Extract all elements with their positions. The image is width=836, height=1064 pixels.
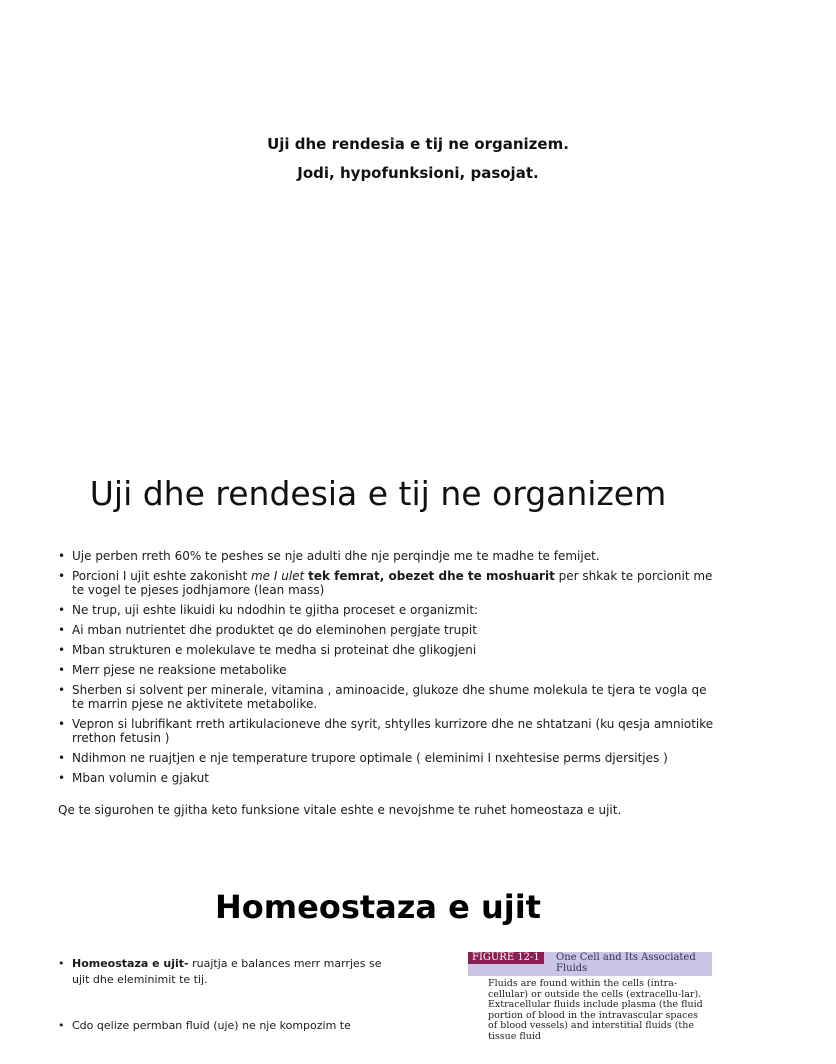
- bullet-item: • Mban volumin e gjakut: [58, 771, 718, 785]
- slide2-conclusion: Qe te sigurohen te gjitha keto funksione vitale eshte e nevojshme te ruhet homeostaza e ujit.: [58, 803, 622, 817]
- slide1-title-line2: Jodi, hypofunksioni, pasojat.: [297, 164, 539, 182]
- bullet-item: • Sherben si solvent per minerale, vitamina , aminoacide, glukoze dhe shume molekula te tjera te vogla qe te marrin pjese ne aktivitete metabolike.: [58, 683, 718, 711]
- bullet-item: [58, 569, 718, 597]
- bullet-item: • Vepron si lubrifikant rreth artikulacioneve dhe syrit, shtylles kurrizore dhe ne shtatzani (ku qesja amniotike rrethon fetusin ): [58, 717, 718, 745]
- bullet-item: • Ai mban nutrientet dhe produktet qe do eleminohen pergjate trupit: [58, 623, 718, 637]
- bullet-italic-text: me I ulet: [250, 569, 305, 583]
- bullet-item: • Cdo qelize permban fluid (uje) ne nje kompozim te: [58, 1018, 388, 1034]
- slide2-heading: Uji dhe rendesia e tij ne organizem: [89, 474, 667, 513]
- bullet-text: ruajtja e balances merr marrjes se ujit dhe eleminimit te tij.: [72, 957, 382, 986]
- figure-header: [468, 952, 712, 976]
- figure-caption: Fluids are found within the cells (intra-cellular) or outside the cells (extracellu-lar). Extracellular fluids include plasma (the fluid portion of blood in the intravascular spaces of blood vessels) and interstitial fluids (the tissue fluid: [488, 978, 703, 1042]
- slide2-bullet-list: [58, 549, 718, 791]
- figure-label: FIGURE 12-1: [468, 952, 544, 964]
- bullet-bold-text: Homeostaza e ujit-: [72, 957, 189, 970]
- bullet-item: • Mban strukturen e molekulave te medha si proteinat dhe glikogjeni: [58, 643, 718, 657]
- bullet-item: • Ndihmon ne ruajtjen e nje temperature trupore optimale ( eleminimi I nxehtesise perms djersitjes ): [58, 751, 718, 765]
- bullet-text: per shkak te porcionit me te vogel te pjeses jodhjamore (lean mass): [72, 569, 713, 597]
- slide1-title-line1: Uji dhe rendesia e tij ne organizem.: [267, 135, 569, 153]
- figure-one-cell-fluids: [468, 952, 712, 1042]
- bullet-item: • Uje perben rreth 60% te peshes se nje adulti dhe nje perqindje me te madhe te femijet.: [58, 549, 718, 563]
- bullet-bold-text: tek femrat, obezet dhe te moshuarit: [308, 569, 555, 583]
- figure-title: One Cell and Its Associated Fluids: [556, 952, 696, 974]
- slide3-heading: Homeostaza e ujit: [215, 888, 541, 926]
- slide1-title: [0, 130, 836, 188]
- bullet-text: Porcioni I ujit eshte zakonisht: [72, 569, 251, 583]
- bullet-item: [58, 956, 388, 988]
- bullet-item: • Ne trup, uji eshte likuidi ku ndodhin te gjitha proceset e organizmit:: [58, 603, 718, 617]
- slide3-bullet-list: [58, 956, 388, 1064]
- bullet-item: • Merr pjese ne reaksione metabolike: [58, 663, 718, 677]
